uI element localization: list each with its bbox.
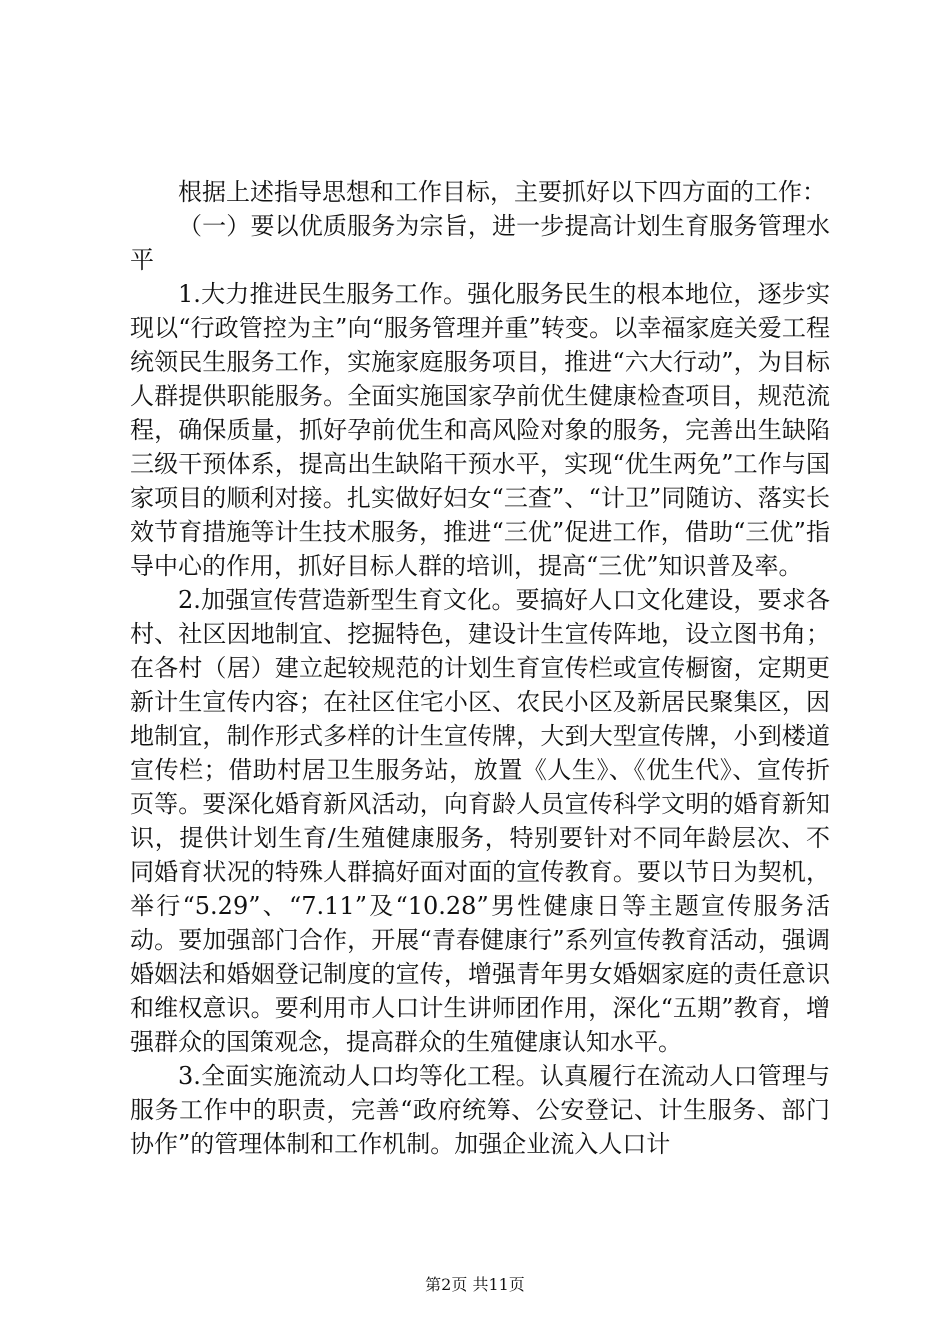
item-1-paragraph: 1.大力推进民生服务工作。强化服务民生的根本地位，逐步实现以“行政管控为主”向“服务管理并重”转变。以幸福家庭关爱工程统领民生服务工作，实施家庭服务项目，推进“六大行动”，为目标人群提供职能服务。全面实施国家孕前优生健康检查项目，规范流程，确保质量，抓好孕前优生和高风险对象的服务，完善出生缺陷三级干预体系，提高出生缺陷干预水平，实现“优生两免”工作与国家项目的顺利对接。扎实做好妇女“三查”、“计卫”同随访、落实长效节育措施等计生技术服务，推进“三优”促进工作，借助“三优”指导中心的作用，抓好目标人群的培训，提高“三优”知识普及率。 [130, 280, 830, 580]
item-2-paragraph: 2.加强宣传营造新型生育文化。要搞好人口文化建设，要求各村、社区因地制宜、挖掘特色，建设计生宣传阵地，设立图书角；在各村（居）建立起较规范的计划生育宣传栏或宣传橱窗，定期更新计生宣传内容；在社区住宅小区、农民小区及新居民聚集区，因地制宜，制作形式多样的计生宣传牌，大到大型宣传牌，小到楼道宣传栏；借助村居卫生服务站，放置《人生》、《优生代》、宣传折页等。要深化婚育新风活动，向育龄人员宣传科学文明的婚育新知识，提供计划生育/生殖健康服务，特别要针对不同年龄层次、不同婚育状况的特殊人群搞好面对面的宣传教育。要以节日为契机，举行“5.29”、“7.11”及“10.28”男性健康日等主题宣传服务活动。要加强部门合作，开展“青春健康行”系列宣传教育活动，强调婚姻法和婚姻登记制度的宣传，增强青年男女婚姻家庭的责任意识和维权意识。要利用市人口计生讲师团作用，深化“五期”教育，增强群众的国策观念，提高群众的生殖健康认知水平。 [130, 586, 830, 1056]
page-footer: 第2页 共11页 [425, 1275, 525, 1294]
section-heading: （一）要以优质服务为宗旨，进一步提高计划生育服务管理水平 [130, 212, 830, 274]
document-body [130, 175, 830, 1161]
item-3-paragraph: 3.全面实施流动人口均等化工程。认真履行在流动人口管理与服务工作中的职责，完善“政府统筹、公安登记、计生服务、部门协作”的管理体制和工作机制。加强企业流入人口计 [130, 1062, 830, 1158]
intro-paragraph: 根据上述指导思想和工作目标，主要抓好以下四方面的工作： [178, 178, 826, 206]
